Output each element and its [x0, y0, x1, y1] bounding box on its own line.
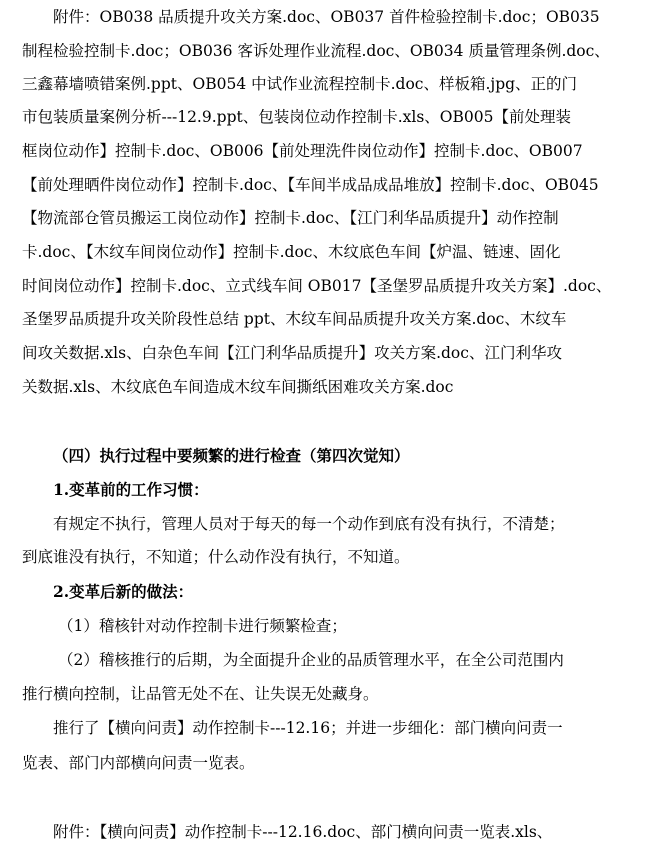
- before-text-line-2: 到底谁没有执行，不知道；什么动作没有执行，不知道。: [22, 548, 410, 566]
- after-item-2-line-1: （2）稽核推行的后期，为全面提升企业的品质管理水平，在全公司范围内: [58, 651, 564, 669]
- attachment-line-10: 圣堡罗品质提升攻关阶段性总结 ppt、木纹车间品质提升攻关方案.doc、木纹车: [22, 310, 567, 328]
- promo-line-2: 览表、部门内部横向问责一览表。: [22, 754, 255, 772]
- before-heading: 1.变革前的工作习惯：: [53, 480, 209, 499]
- attachment-line-12: 关数据.xls、木纹底色车间造成木纹车间撕纸困难攻关方案.doc: [22, 378, 454, 396]
- attachment-line-6: 【前处理晒件岗位动作】控制卡.doc、【车间半成品成品堆放】控制卡.doc、OB045: [22, 176, 599, 194]
- attachment-line-5: 框岗位动作】控制卡.doc、OB006【前处理洗件岗位动作】控制卡.doc、OB007: [22, 142, 583, 160]
- promo-line-1: 推行了【横向问责】动作控制卡---12.16；并进一步细化：部门横向问责一: [53, 719, 563, 737]
- after-heading: 2.变革后新的做法：: [53, 582, 194, 601]
- before-text-line-1: 有规定不执行，管理人员对于每天的每一个动作到底有没有执行，不清楚；: [53, 515, 565, 533]
- attachment-line-8: 卡.doc、【木纹车间岗位动作】控制卡.doc、木纹底色车间【炉温、链速、固化: [22, 243, 561, 261]
- attachment-tail: 附件：【横向问责】动作控制卡---12.16.doc、部门横向问责一览表.xls、: [53, 823, 553, 841]
- attachment-line-9: 时间岗位动作】控制卡.doc、立式线车间 OB017【圣堡罗品质提升攻关方案】.doc、: [22, 277, 612, 295]
- attachment-line-4: 市包装质量案例分析---12.9.ppt、包装岗位动作控制卡.xls、OB005【前处理装: [22, 108, 571, 126]
- after-item-2-line-2: 推行横向控制，让品管无处不在、让失误无处藏身。: [22, 685, 379, 703]
- after-item-1: （1）稽核针对动作控制卡进行频繁检查；: [58, 617, 347, 635]
- attachment-line-1: 附件：OB038 品质提升攻关方案.doc、OB037 首件检验控制卡.doc；OB035: [53, 8, 600, 26]
- attachment-line-3: 三鑫幕墙喷错案例.ppt、OB054 中试作业流程控制卡.doc、样板箱.jpg、正的门: [22, 75, 578, 93]
- attachment-line-2: 制程检验控制卡.doc；OB036 客诉处理作业流程.doc、OB034 质量管理条例.doc、: [22, 42, 610, 60]
- section-title: （四）执行过程中要频繁的进行检查（第四次觉知）: [53, 446, 410, 465]
- attachment-line-7: 【物流部仓管员搬运工岗位动作】控制卡.doc、【江门利华品质提升】动作控制: [22, 209, 559, 227]
- attachment-line-11: 间攻关数据.xls、白杂色车间【江门利华品质提升】攻关方案.doc、江门利华攻: [22, 344, 562, 362]
